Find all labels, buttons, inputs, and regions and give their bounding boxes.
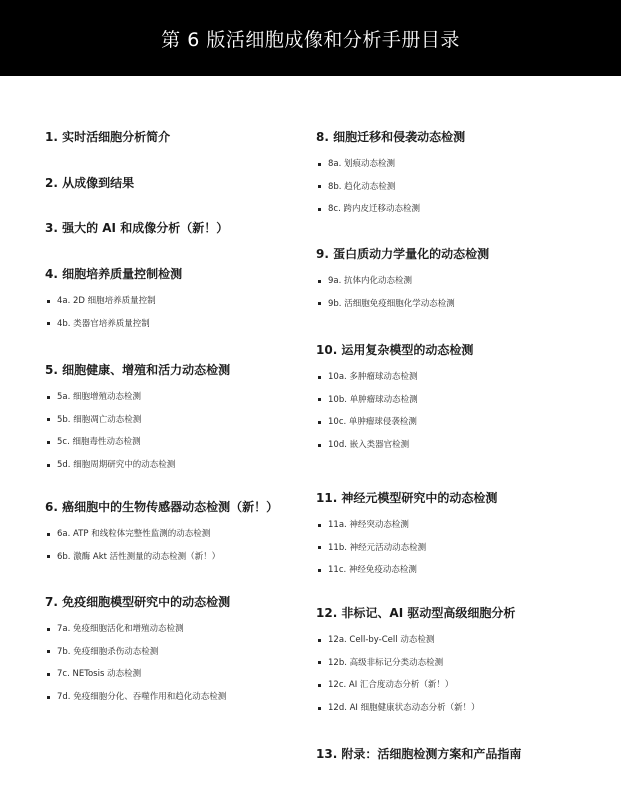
toc-item[interactable] xyxy=(316,293,489,316)
toc-item[interactable] xyxy=(316,629,515,652)
bullet-icon xyxy=(47,300,50,303)
bullet-icon xyxy=(318,376,321,379)
toc-item-label: 11a. 神经突动态检测 xyxy=(328,520,409,530)
toc-item-label: 11b. 神经元活动动态检测 xyxy=(328,542,427,553)
toc-section xyxy=(45,360,230,476)
bullet-icon xyxy=(47,555,50,558)
bullet-icon xyxy=(318,524,321,527)
toc-item[interactable] xyxy=(316,270,489,293)
section-title[interactable]: 6. 癌细胞中的生物传感器动态检测（新！） xyxy=(45,500,279,514)
toc-item-label: 7d. 免疫细胞分化、吞噬作用和趋化动态检测 xyxy=(57,691,227,702)
toc-item[interactable] xyxy=(45,641,230,664)
toc-item-label: 5b. 细胞凋亡动态检测 xyxy=(57,414,142,425)
section-title[interactable]: 5. 细胞健康、增殖和活力动态检测 xyxy=(45,363,231,377)
toc-item[interactable] xyxy=(45,663,230,686)
page-title: 第 6 版活细胞成像和分析手册目录 xyxy=(161,28,460,51)
bullet-icon xyxy=(318,444,321,447)
section-item-list xyxy=(316,629,515,719)
toc-item[interactable] xyxy=(316,434,473,457)
toc-item[interactable] xyxy=(45,686,230,709)
toc-section xyxy=(45,592,230,708)
bullet-icon xyxy=(47,441,50,444)
toc-item[interactable] xyxy=(45,431,230,454)
toc-item-label: 9a. 抗体内化动态检测 xyxy=(328,276,413,286)
toc-section xyxy=(45,127,170,147)
section-item-list xyxy=(45,618,230,708)
bullet-icon xyxy=(318,546,321,549)
toc-item[interactable] xyxy=(45,313,182,336)
section-title[interactable]: 8. 细胞迁移和侵袭动态检测 xyxy=(316,130,466,144)
bullet-icon xyxy=(47,322,50,325)
bullet-icon xyxy=(318,639,321,642)
bullet-icon xyxy=(318,569,321,572)
bullet-icon xyxy=(318,398,321,401)
toc-item-label: 6a. ATP 和线粒体完整性监测的动态检测 xyxy=(57,529,211,539)
section-item-list xyxy=(45,290,182,335)
bullet-icon xyxy=(318,208,321,211)
toc-item[interactable] xyxy=(316,389,473,412)
toc-item-label: 4b. 类器官培养质量控制 xyxy=(57,318,150,329)
toc-section xyxy=(316,488,497,582)
section-item-list xyxy=(45,386,230,476)
toc-item-label: 7c. NETosis 动态检测 xyxy=(57,669,142,680)
bullet-icon xyxy=(47,673,50,676)
toc-item-label: 8a. 划痕动态检测 xyxy=(328,159,396,169)
toc-section xyxy=(45,218,228,238)
section-item-list xyxy=(316,366,473,456)
section-title[interactable]: 1. 实时活细胞分析简介 xyxy=(45,130,171,144)
bullet-icon xyxy=(47,696,50,699)
section-title[interactable]: 10. 运用复杂模型的动态检测 xyxy=(316,343,474,357)
toc-item-label: 7b. 免疫细胞杀伤动态检测 xyxy=(57,646,159,657)
section-item-list xyxy=(45,523,278,568)
toc-item[interactable] xyxy=(45,409,230,432)
toc-item[interactable] xyxy=(316,198,465,221)
toc-item[interactable] xyxy=(45,523,278,546)
toc-item-label: 10d. 嵌入类器官检测 xyxy=(328,439,410,450)
toc-section xyxy=(45,173,134,193)
toc-item[interactable] xyxy=(45,386,230,409)
toc-item[interactable] xyxy=(316,153,465,176)
toc-item-label: 9b. 活细胞免疫细胞化学动态检测 xyxy=(328,298,455,309)
toc-item-label: 12c. AI 汇合度动态分析（新！） xyxy=(328,680,454,691)
bullet-icon xyxy=(47,533,50,536)
bullet-icon xyxy=(47,396,50,399)
bullet-icon xyxy=(47,464,50,467)
section-title[interactable]: 7. 免疫细胞模型研究中的动态检测 xyxy=(45,595,231,609)
toc-item[interactable] xyxy=(316,176,465,199)
section-title[interactable]: 12. 非标记、AI 驱动型高级细胞分析 xyxy=(316,606,516,620)
toc-item-label: 10a. 多肿瘤球动态检测 xyxy=(328,372,418,382)
toc-item-label: 5d. 细胞周期研究中的动态检测 xyxy=(57,459,176,470)
toc-item[interactable] xyxy=(45,290,182,313)
toc-item-label: 10c. 单肿瘤球侵袭检测 xyxy=(328,417,417,428)
toc-section xyxy=(316,603,515,719)
toc-item[interactable] xyxy=(316,537,497,560)
bullet-icon xyxy=(47,628,50,631)
section-title[interactable]: 4. 细胞培养质量控制检测 xyxy=(45,267,183,281)
bullet-icon xyxy=(47,650,50,653)
section-title[interactable]: 9. 蛋白质动力学量化的动态检测 xyxy=(316,247,490,261)
toc-item-label: 12b. 高级非标记分类动态检测 xyxy=(328,657,444,668)
bullet-icon xyxy=(318,707,321,710)
bullet-icon xyxy=(318,280,321,283)
bullet-icon xyxy=(318,302,321,305)
toc-item-label: 7a. 免疫细胞活化和增殖动态检测 xyxy=(57,624,184,634)
toc-item-label: 12d. AI 细胞健康状态动态分析（新！） xyxy=(328,702,480,713)
toc-item[interactable] xyxy=(45,618,230,641)
toc-item[interactable] xyxy=(316,674,515,697)
toc-section xyxy=(45,497,278,568)
bullet-icon xyxy=(318,185,321,188)
toc-item-label: 6b. 激酶 Akt 活性测量的动态检测（新！） xyxy=(57,551,221,562)
toc-section xyxy=(316,744,521,764)
toc-item-label: 12a. Cell-by-Cell 动态检测 xyxy=(328,635,435,645)
toc-item[interactable] xyxy=(45,546,278,569)
toc-item-label: 11c. 神经免疫动态检测 xyxy=(328,565,417,576)
toc-item-label: 5c. 细胞毒性动态检测 xyxy=(57,437,141,448)
toc-section xyxy=(316,340,473,456)
toc-item-label: 8c. 跨内皮迁移动态检测 xyxy=(328,204,420,215)
toc-item[interactable] xyxy=(45,454,230,477)
toc-item-label: 10b. 单肿瘤球动态检测 xyxy=(328,394,418,405)
toc-section xyxy=(45,264,182,335)
toc-item[interactable] xyxy=(316,366,473,389)
header-banner xyxy=(0,0,621,76)
bullet-icon xyxy=(318,684,321,687)
toc-item[interactable] xyxy=(316,411,473,434)
section-title[interactable]: 13. 附录：活细胞检测方案和产品指南 xyxy=(316,747,522,761)
toc-item-label: 4a. 2D 细胞培养质量控制 xyxy=(57,296,156,306)
toc-item[interactable] xyxy=(316,514,497,537)
bullet-icon xyxy=(318,163,321,166)
toc-section xyxy=(316,127,465,221)
section-title[interactable]: 2. 从成像到结果 xyxy=(45,176,135,190)
section-item-list xyxy=(316,270,489,315)
bullet-icon xyxy=(47,418,50,421)
section-item-list xyxy=(316,514,497,582)
section-title[interactable]: 11. 神经元模型研究中的动态检测 xyxy=(316,491,498,505)
section-item-list xyxy=(316,153,465,221)
toc-item-label: 5a. 细胞增殖动态检测 xyxy=(57,392,142,402)
bullet-icon xyxy=(318,421,321,424)
toc-item[interactable] xyxy=(316,559,497,582)
toc-section xyxy=(316,244,489,315)
toc-item[interactable] xyxy=(316,652,515,675)
section-title[interactable]: 3. 强大的 AI 和成像分析（新！） xyxy=(45,221,229,235)
bullet-icon xyxy=(318,661,321,664)
toc-item[interactable] xyxy=(316,697,515,720)
toc-item-label: 8b. 趋化动态检测 xyxy=(328,181,396,192)
